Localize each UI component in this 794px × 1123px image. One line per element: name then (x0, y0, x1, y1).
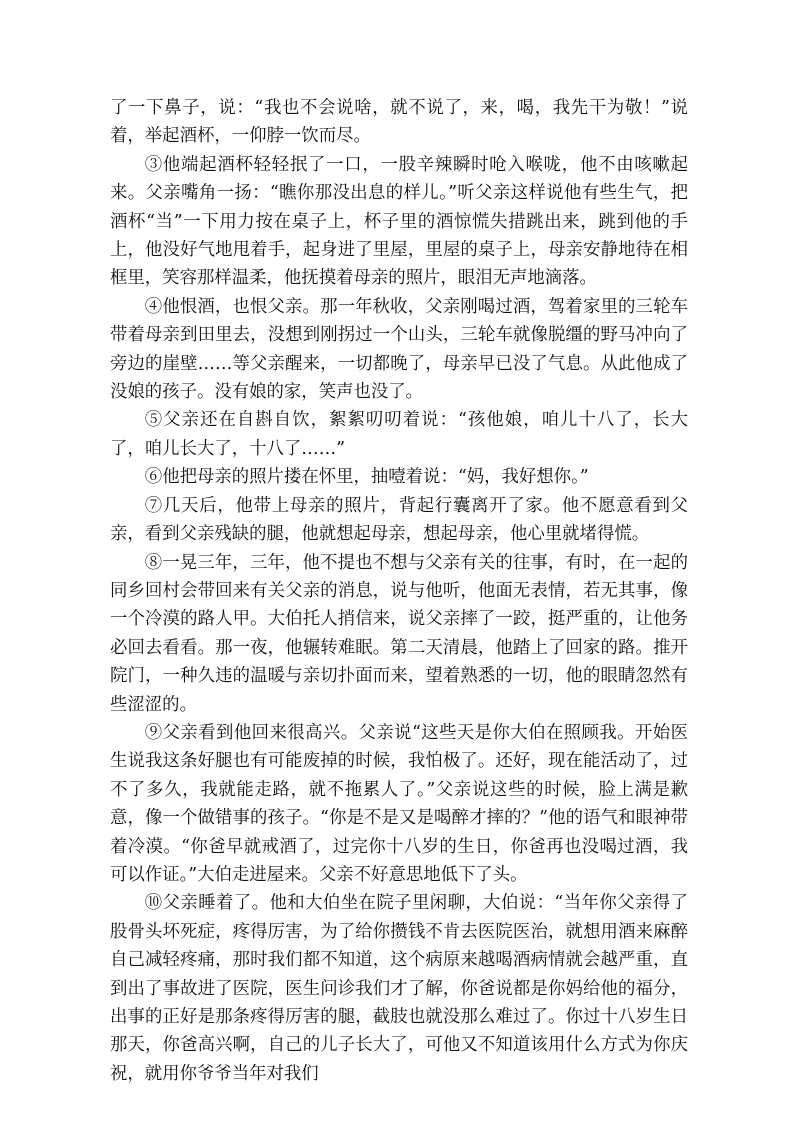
document-page (110, 94, 688, 1088)
paragraph-continuation: 了一下鼻子，说：“我也不会说啥，就不说了，来，喝，我先干为敬！”说着，举起酒杯，一仰脖一饮而尽。 (110, 98, 688, 147)
paragraph-7: ⑦几天后，他带上母亲的照片，背起行囊离开了家。他不愿意看到父亲，看到父亲残缺的腿，他就想起母亲，想起母亲，他心里就堵得慌。 (110, 495, 688, 545)
paragraph-8: ⑧一晃三年，三年，他不提也不想与父亲有关的往事，有时，在一起的同乡回村会带回来有关父亲的消息，说与他听，他面无表情，若无其事，像一个冷漠的路人甲。大伯托人捎信来，说父亲摔了一跤，挺严重的，让他务必回去看看。那一夜，他辗转难眠。第二天清晨，他踏上了回家的路。推开院门，一种久违的温暖与亲切扑面而来，望着熟悉的一切，他的眼睛忽然有些涩涩的。 (110, 552, 688, 715)
paragraph-9: ⑨父亲看到他回来很高兴。父亲说“这些天是你大伯在照顾我。开始医生说我这条好腿也有可能废掉的时候，我怕极了。还好，现在能活动了，过不了多久，我就能走路，就不拖累人了。”父亲说这些的时候，脸上满是歉意，像一个做错事的孩子。“你是不是又是喝醉才摔的？”他的语气和眼神带着冷漠。“你爸早就戒酒了，过完你十八岁的生日，你爸再也没喝过酒，我可以作证。”大伯走进屋来。父亲不好意思地低下了头。 (110, 722, 688, 885)
paragraph-4: ④他恨酒，也恨父亲。那一年秋收，父亲刚喝过酒，驾着家里的三轮车带着母亲到田里去，没想到刚拐过一个山头，三轮车就像脱缰的野马冲向了旁边的崖壁……等父亲醒来，一切都晚了，母亲早已没了气息。从此他成了没娘的孩子。没有娘的家，笑声也没了。 (110, 296, 688, 403)
paragraph-6: ⑥他把母亲的照片搂在怀里，抽噎着说：“妈，我好想你。” (144, 467, 589, 488)
paragraph-10: ⑩父亲睡着了。他和大伯坐在院子里闲聊，大伯说：“当年你父亲得了股骨头坏死症，疼得厉害，为了给你攒钱不肯去医院医治，就想用酒来麻醉自己减轻疼痛，那时我们都不知道，这个病原来越喝酒病情就会越严重，直到出了事故进了医院，医生问诊我们才了解，你爸说都是你妈给他的福分，出事的正好是那条疼得厉害的腿，截肢也就没那么难过了。你过十八岁生日那天，你爸高兴啊，自己的儿子长大了，可他又不知道该用什么方式为你庆祝，就用你爷爷当年对我们 (110, 893, 688, 1084)
paragraph-5: ⑤父亲还在自斟自饮，絮絮叨叨着说：“孩他娘，咱儿十八了，长大了，咱儿长大了，十八了……” (110, 410, 688, 459)
paragraph-3: ③他端起酒杯轻轻抿了一口，一股辛辣瞬时呛入喉咙，他不由咳嗽起来。父亲嘴角一扬：“瞧你那没出息的样儿。”听父亲这样说他有些生气，把酒杯“当”一下用力按在桌子上，杯子里的酒惊慌失措跳出来，跳到他的手上，他没好气地甩着手，起身进了里屋，里屋的桌子上，母亲安静地待在相框里，笑容那样温柔，他抚摸着母亲的照片，眼泪无声地滴落。 (110, 154, 688, 289)
